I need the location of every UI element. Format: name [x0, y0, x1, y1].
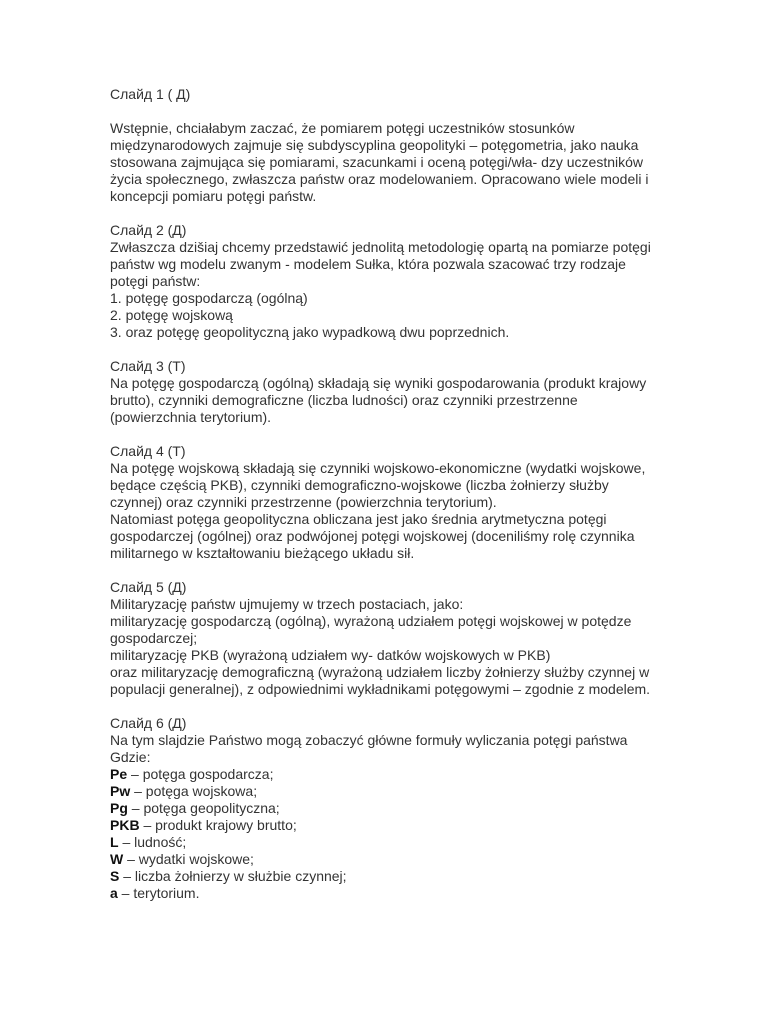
definition-text: – potęga gospodarcza; — [127, 766, 274, 782]
paragraph-line: militarnego w kształtowaniu bieżącego układu sił. — [110, 545, 415, 561]
paragraph-line: (powierzchnia terytorium). — [110, 409, 272, 425]
definition-term: a — [110, 885, 118, 901]
paragraph-line: międzynarodowych zajmuje się subdyscyplina geopolityki – potęgometria, jako nauka — [110, 137, 639, 153]
definition-item — [110, 766, 710, 783]
definition-term: Pg — [110, 800, 128, 816]
list-item: 2. potęgę wojskową — [110, 307, 233, 323]
definition-text: – produkt krajowy brutto; — [139, 817, 297, 833]
paragraph-line: Na potęgę wojskową składają się czynniki wojskowo-ekonomiczne (wydatki wojskowe, — [110, 460, 646, 476]
slide-2-heading: Слайд 2 (Д) — [110, 222, 187, 238]
definition-item — [110, 834, 710, 851]
paragraph-line: gospodarczej (ogólnej) oraz podwójonej potęgi wojskowej (doceniliśmy rolę czynnika — [110, 528, 635, 544]
paragraph-line: życia społecznego, zwłaszcza państw oraz modelowaniem. Opracowano wiele modeli i — [110, 171, 649, 187]
definition-item — [110, 885, 710, 902]
definition-term: W — [110, 851, 124, 867]
slide-5-section — [110, 579, 710, 698]
slide-5-heading: Слайд 5 (Д) — [110, 579, 187, 595]
definition-item — [110, 868, 710, 885]
definition-item — [110, 851, 710, 868]
paragraph-line: oraz militaryzację demograficzną (wyrażoną udziałem liczby żołnierzy służby czynnej w — [110, 664, 650, 680]
paragraph-line: potęgi państw: — [110, 273, 201, 289]
document-page — [110, 86, 710, 919]
definition-term: S — [110, 868, 120, 884]
slide-2-section — [110, 222, 710, 341]
paragraph-line: stosowana zajmująca się pomiarami, szacunkami i oceną potęgi/wła- dzy uczestników — [110, 154, 644, 170]
definition-text: – liczba żołnierzy w służbie czynnej; — [119, 868, 347, 884]
paragraph-line: militaryzację gospodarczą (ogólną), wyrażoną udziałem potęgi wojskowej w potędze — [110, 613, 632, 629]
definition-text: – ludność; — [118, 834, 187, 850]
definition-term: Pe — [110, 766, 128, 782]
paragraph-line: populacji generalnej), z odpowiednimi wykładnikami potęgowymi – zgodnie z modelem. — [110, 681, 651, 697]
slide-1-section — [110, 86, 710, 103]
paragraph-line: militaryzację PKB (wyrażoną udziałem wy- datków wojskowych w PKB) — [110, 647, 551, 663]
definition-term: PKB — [110, 817, 140, 833]
slide-6-section — [110, 715, 710, 902]
slide-4-section — [110, 443, 710, 562]
paragraph-line: koncepcji pomiaru potęgi państw. — [110, 188, 317, 204]
list-item: 3. oraz potęgę geopolityczną jako wypadkową dwu poprzednich. — [110, 324, 510, 340]
definition-text: – wydatki wojskowe; — [123, 851, 254, 867]
definition-text: – terytorium. — [117, 885, 200, 901]
definition-item — [110, 800, 710, 817]
paragraph-line: Zwłaszcza dzišiaj chcemy przedstawić jednolitą metodologię opartą na pomiarze potęgi — [110, 239, 651, 255]
definition-term: Pw — [110, 783, 131, 799]
paragraph-line: Na tym slajdzie Państwo mogą zobaczyć główne formuły wyliczania potęgi państwa — [110, 732, 628, 748]
slide-3-section — [110, 358, 710, 426]
slide-1-heading: Слайд 1 ( Д) — [110, 86, 191, 102]
slide-3-heading: Слайд 3 (Т) — [110, 358, 186, 374]
slide-4-heading: Слайд 4 (Т) — [110, 443, 186, 459]
definition-term: L — [110, 834, 119, 850]
paragraph-line: państw wg modelu zwanym - modelem Sułka, która pozwala szacować trzy rodzaje — [110, 256, 626, 272]
definition-item — [110, 783, 710, 800]
definition-text: – potęga wojskowa; — [130, 783, 258, 799]
definition-item — [110, 817, 710, 834]
list-item: 1. potęgę gospodarczą (ogólną) — [110, 290, 308, 306]
paragraph-line: Gdzie: — [110, 749, 151, 765]
definition-text: – potęga geopolityczna; — [127, 800, 280, 816]
paragraph-line: czynnej) oraz czynniki przestrzenne (powierzchnia terytorium). — [110, 494, 497, 510]
paragraph-line: gospodarczej; — [110, 630, 198, 646]
paragraph-line: Natomiast potęga geopolityczna obliczana jest jako średnia arytmetyczna potęgi — [110, 511, 607, 527]
slide-6-heading: Слайд 6 (Д) — [110, 715, 187, 731]
paragraph-line: brutto), czynniki demograficzne (liczba ludności) oraz czynniki przestrzenne — [110, 392, 578, 408]
paragraph-line: Militaryzację państw ujmujemy w trzech postaciach, jako: — [110, 596, 464, 612]
paragraph-line: będące częścią PKB), czynniki demograficzno-wojskowe (liczba żołnierzy służby — [110, 477, 609, 493]
intro-paragraph — [110, 120, 710, 205]
paragraph-line: Wstępnie, chciałabym zaczać, że pomiarem potęgi uczestników stosunków — [110, 120, 575, 136]
paragraph-line: Na potęgę gospodarczą (ogólną) składają się wyniki gospodarowania (produkt krajowy — [110, 375, 647, 391]
